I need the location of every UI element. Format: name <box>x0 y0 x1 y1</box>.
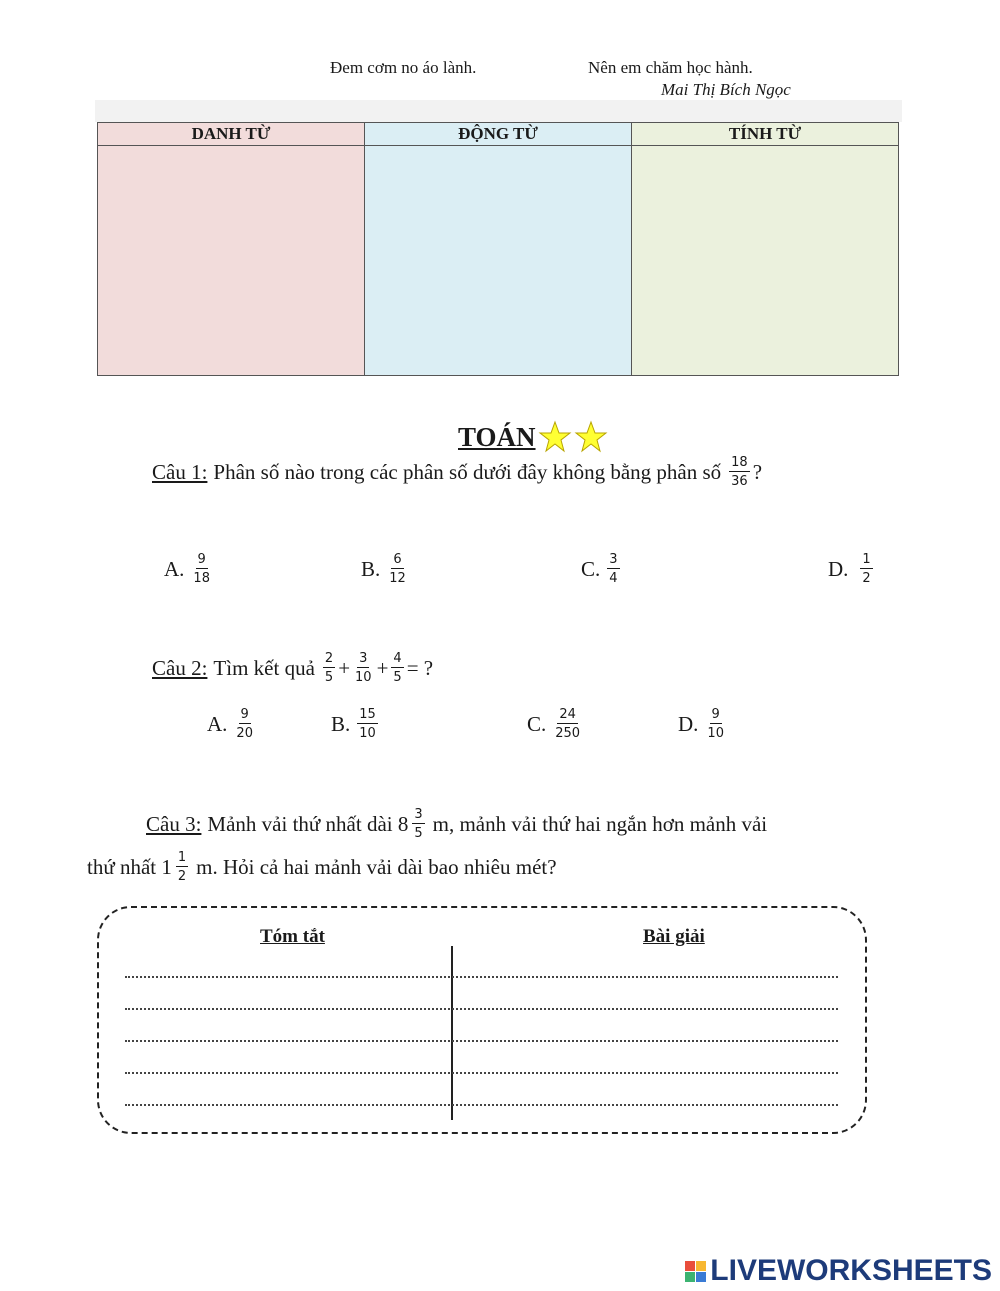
question-3-line-1: Câu 3: Mảnh vải thứ nhất dài 8 $\frac{3}{5}$ m, mảnh vải thứ hai ngắn hơn mảnh vải <box>146 807 768 841</box>
gray-divider-bar <box>95 100 902 122</box>
header-noun: DANH TỪ <box>98 123 365 146</box>
q2-option-a[interactable]: A. $\frac{9}{20}$ <box>207 707 253 741</box>
header-verb: ĐỘNG TỪ <box>365 123 632 146</box>
star-icon <box>538 420 572 454</box>
word-classification-table <box>97 122 899 376</box>
answer-divider <box>451 946 453 1120</box>
drop-zone-adjective[interactable] <box>632 146 899 376</box>
answer-line[interactable] <box>125 1040 838 1042</box>
poem-line-2: Nên em chăm học hành. <box>588 58 753 77</box>
logo-mark-icon <box>685 1261 706 1282</box>
logo-text: LIVEWORKSHEETS <box>710 1254 992 1287</box>
q1-label: Câu 1: <box>152 459 208 484</box>
q2-label: Câu 2: <box>152 655 208 680</box>
q2-option-d[interactable]: D. $\frac{9}{10}$ <box>678 707 724 741</box>
q1-end: ? <box>752 459 763 484</box>
answer-line[interactable] <box>125 976 838 978</box>
q1-option-c[interactable]: C. $\frac{3}{4}$ <box>581 552 618 586</box>
question-3-line-2: thứ nhất 1 $\frac{1}{2}$ m. Hỏi cả hai mảnh vải dài bao nhiêu mét? <box>87 850 557 884</box>
header-adjective: TÍNH TỪ <box>632 123 899 146</box>
q3-label: Câu 3: <box>146 811 202 836</box>
q1-option-d[interactable]: D. $\frac{1}{2}$ <box>828 552 871 586</box>
poem-author: Mai Thị Bích Ngọc <box>661 80 791 99</box>
answer-line[interactable] <box>125 1072 838 1074</box>
question-1 <box>152 456 762 488</box>
poem-line-1: Đem cơm no áo lành. <box>330 58 477 77</box>
drop-zone-noun[interactable] <box>98 146 365 376</box>
answer-line[interactable] <box>125 1104 838 1106</box>
answer-box <box>97 906 867 1134</box>
q2-option-b[interactable]: B. $\frac{15}{10}$ <box>331 707 376 741</box>
q1-fraction: $\frac{18}{36}$ <box>731 455 748 489</box>
section-title: TOÁN <box>458 421 536 452</box>
drop-zone-verb[interactable] <box>365 146 632 376</box>
q2-option-c[interactable]: C. $\frac{24}{250}$ <box>527 707 581 741</box>
q1-option-b[interactable]: B. $\frac{6}{12}$ <box>361 552 406 586</box>
q2-text: Tìm kết quả <box>213 655 315 680</box>
answer-line[interactable] <box>125 1008 838 1010</box>
solution-title: Bài giải <box>643 926 705 947</box>
star-icon <box>574 420 608 454</box>
q1-option-a[interactable]: A. $\frac{9}{18}$ <box>164 552 210 586</box>
liveworksheets-logo <box>685 1254 992 1288</box>
q1-text: Phân số nào trong các phân số dưới đây không bằng phân số <box>213 459 722 484</box>
summary-title: Tóm tắt <box>260 926 325 947</box>
section-heading <box>458 420 608 454</box>
question-2: Câu 2: Tìm kết quả $\frac{2}{5}$ + $\frac{3}{10}$ + $\frac{4}{5}$ = ? <box>152 651 434 685</box>
